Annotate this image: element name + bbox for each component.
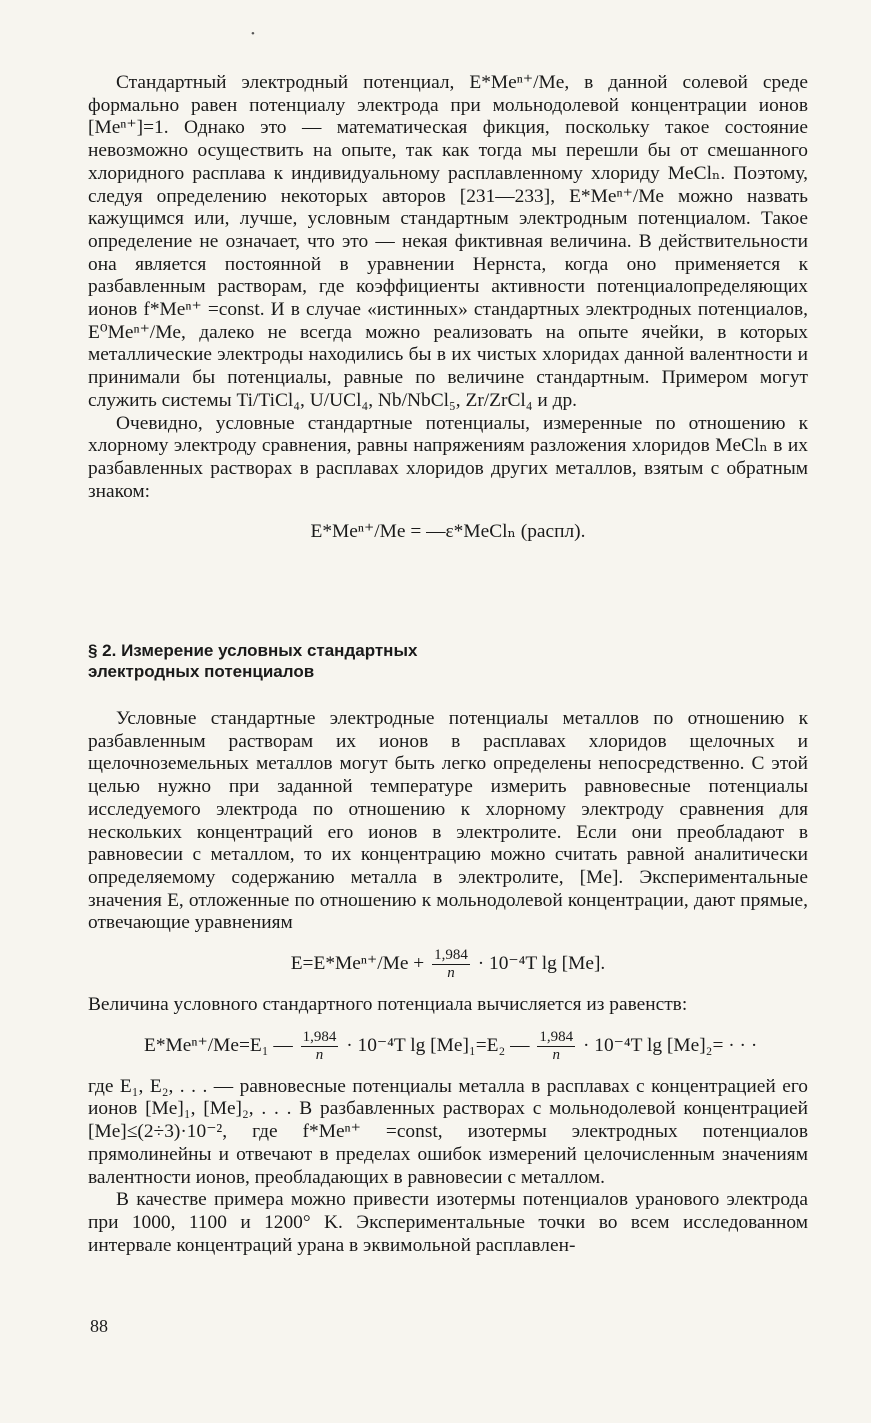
section-heading-line-2: электродных потенциалов [88,662,315,681]
page-number: 88 [90,1316,108,1336]
formula-2-numerator: 1,984 [434,947,468,964]
section-heading [88,640,808,682]
formula-2 [88,947,808,982]
formula-3-numerator-1: 1,984 [302,1028,337,1045]
formula-3-denominator-1: n [315,1046,324,1063]
formula-3-part-a: E*Meⁿ⁺/Me=E₁ — [144,1034,293,1056]
formula-1: E*Meⁿ⁺/Me = —ε*MeClₙ (распл). [310,521,586,543]
paragraph-3: Условные стандартные электродные потенциалы металлов по отношению к разбавленным растворам их ионов в расплавах хлоридов щелочных и щелочноземельных металлов могут быть легко определены непосредственно. С этой целью нужно при заданной температуре измерить равновесные потенциалы исследуемого электрода по отношению к хлорному электроду сравнения для нескольких концентраций его ионов в электролите. Если они преобладают в равновесии с металлом, то их концентрацию можно считать равной аналитически определяемому содержанию металла в электролите, [Me]. Экспериментальные значения E, отложенные по отношению к мольнодолевой концентрации, дают прямые, отвечающие уравнениям [88,708,808,934]
formula-3-part-c: · 10⁻⁴T lg [Me]₂= · · · [582,1034,758,1056]
formula-2-denominator: n [447,965,455,982]
formula-3-fraction-2 [537,1029,575,1064]
scan-mark: • [251,28,255,40]
text-block-bottom [88,708,808,1257]
formula-3-fraction-1 [301,1029,339,1064]
paragraph-4: Величина условного стандартного потенциала вычисляется из равенств: [88,994,688,1016]
formula-2-fraction [432,947,470,982]
formula-3 [88,1029,808,1064]
formula-3-numerator-2: 1,984 [539,1028,574,1045]
text-block-top [88,72,808,557]
paragraph-6: В качестве примера можно привести изотермы потенциалов уранового электрода при 1000, 1100 и 1200° K. Экспериментальные точки во всем исследованном интервале концентраций урана в эквимольной расплавлен- [88,1189,808,1256]
formula-2-left: E=E*Meⁿ⁺/Me + [290,952,425,974]
formula-2-right: · 10⁻⁴T lg [Me]. [477,952,606,974]
formula-3-part-b: · 10⁻⁴T lg [Me]₁=E₂ — [346,1034,530,1056]
paragraph-2: Очевидно, условные стандартные потенциалы, измеренные по отношению к хлорному электроду сравнения, равны напряжениям разложения хлоридов MeClₙ в их разбавленных растворах в расплавах хлоридов других металлов, взятым с обратным знаком: [88,412,808,502]
paragraph-5: где E₁, E₂, . . . — равновесные потенциалы металла в расплавах с концентрацией его ионов [Me]₁, [Me]₂, . . . В разбавленных растворах с мольнодолевой концентрацией [Me]≤(2÷3)·10⁻², где f*Meⁿ⁺ =const, изотермы электродных потенциалов прямолинейны и отвечают в пределах ошибок измерений целочисленным значениям валентности ионов, преобладающих в равновесии с металлом. [88,1075,808,1188]
paragraph-1: Стандартный электродный потенциал, E*Meⁿ⁺/Me, в данной солевой среде формально равен потенциалу электрода при мольнодолевой концентрации ионов [Meⁿ⁺]=1. Однако это — математическая фикция, поскольку такое состояние невозможно осуществить на опыте, так как тогда мы перешли бы от смешанного хлоридного расплава к индивидуальному расплавленному хлориду MeClₙ. Поэтому, следуя определению некоторых авторов [231—233], E*Meⁿ⁺/Me можно назвать кажущимся или, лучше, условным стандартным электродным потенциалом. Такое определение не означает, что это — некая фиктивная величина. В действительности она является постоянной в уравнении Нернста, когда оно применяется к разбавленным растворам, где коэффициенты активности потенциалопределяющих ионов f*Meⁿ⁺ =const. И в случае «истинных» стандартных электродных потенциалов, E⁰Meⁿ⁺/Me, далеко не всегда можно реализовать на опыте ячейки, в которых металлические электроды находились бы в их чистых хлоридах данной валентности и принимали бы потенциалы, равные по величине стандартным. Примером могут служить системы Ti/TiCl₄, U/UCl₄, Nb/NbCl₅, Zr/ZrCl₄ и др. [88,72,808,411]
formula-3-denominator-2: n [552,1046,560,1063]
section-heading-line-1: § 2. Измерение условных стандартных [88,641,418,660]
